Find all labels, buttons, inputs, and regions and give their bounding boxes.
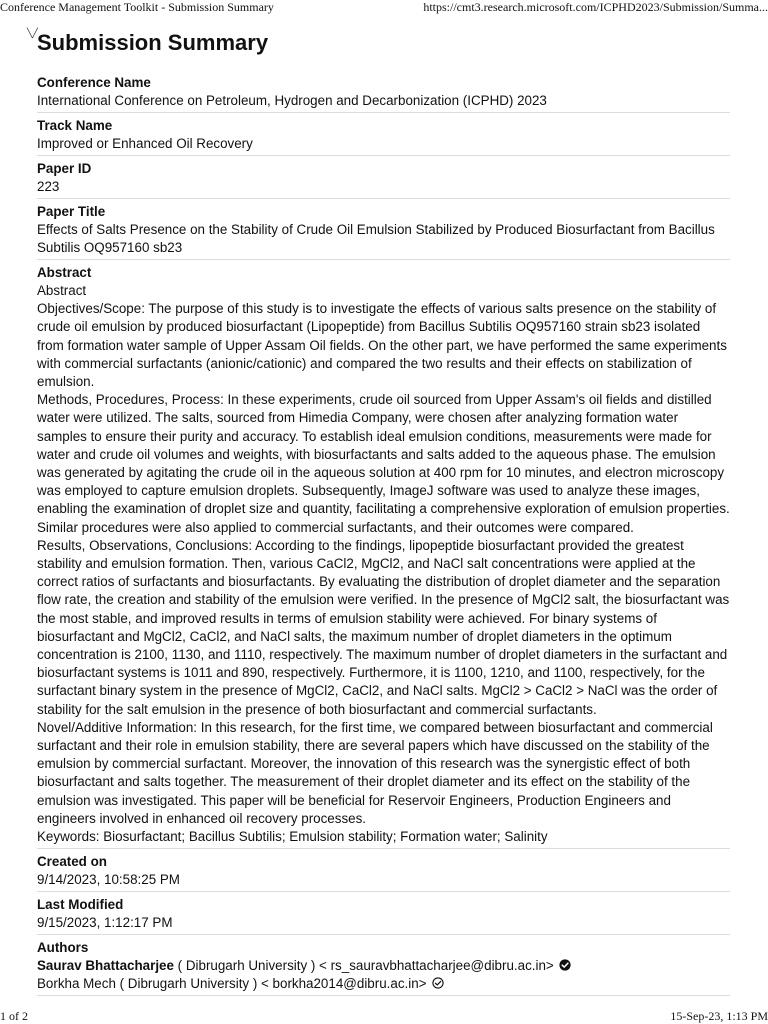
paper-title-section (37, 199, 730, 260)
author-name: Saurav Bhattacharjee (37, 958, 174, 974)
print-header-url: https://cmt3.research.microsoft.com/ICPHD2023/Submission/Summa... (423, 0, 768, 14)
track-name-section (37, 113, 730, 156)
paper-title-value: Effects of Salts Presence on the Stability of Crude Oil Emulsion Stabilized by Produced Biosurfactant from Bacillus Subtilis OQ957160 sb23 (37, 222, 715, 255)
author-item (37, 957, 730, 975)
abstract-results-paragraph: Results, Observations, Conclusions: According to the findings, lipopeptide biosurfactant provided the greatest stability and emulsion formation. Then, various CaCl2, MgCl2, and NaCl salt concentrations were applied at the correct ratios of surfactants and biosurfactants. By evaluating the distribution of droplet diameter and the separation flow rate, the creation and stability of the emulsion were verified. In the presence of MgCl2 salt, the biosurfactant was the most stable, and improved results in terms of emulsion stability were achieved. For binary systems of biosurfactant and MgCl2, CaCl2, and NaCl salts, the maximum number of droplet diameters in the optimum concentration is 2100, 1130, and 1110, respectively. The maximum number of droplet diameters in the surfactant and biosurfactant systems is 1011 and 890, respectively. Furthermore, it is 1100, 1210, and 1100, respectively, for the surfactant binary system in the presence of MgCl2, CaCl2, and NaCl salts. MgCl2 > CaCl2 > NaCl was the order of stability for the salt emulsion in the presence of both biosurfactant and commercial surfactants. (37, 537, 730, 717)
author-affiliation-email: ( Dibrugarh University ) < borkha2014@dibru.ac.in> (115, 976, 427, 992)
conference-name-value: International Conference on Petroleum, Hydrogen and Decarbonization (ICPHD) 2023 (37, 93, 547, 108)
abstract-section (37, 260, 730, 849)
created-on-section (37, 849, 730, 892)
conference-name-section (37, 70, 730, 113)
author-name: Borkha Mech (37, 976, 116, 992)
paper-id-label: Paper ID (37, 161, 92, 176)
created-on-label: Created on (37, 854, 107, 870)
authors-section (37, 935, 730, 996)
author-item (37, 975, 730, 993)
paper-title-label: Paper Title (37, 204, 106, 219)
abstract-label: Abstract (37, 265, 92, 280)
check-circle-filled-icon (559, 959, 571, 971)
author-affiliation-email: ( Dibrugarh University ) < rs_sauravbhattacharjee@dibru.ac.in> (173, 958, 554, 974)
print-footer (0, 1009, 768, 1024)
last-modified-label: Last Modified (37, 897, 124, 913)
abstract-keywords-paragraph: Keywords: Biosurfactant; Bacillus Subtilis; Emulsion stability; Formation water; Salinity (37, 829, 548, 845)
abstract-novel-paragraph: Novel/Additive Information: In this research, for the first time, we compared between biosurfactant and commercial surfactant and their role in emulsion stability, there are several papers which have discussed on the stability of the emulsion by commercial surfactant. Moreover, the innovation of this research was the synergistic effect of both biosurfactant and salts together. The measurement of their droplet diameter and its effect on the stability of the emulsion was investigated. This paper will be beneficial for Reservoir Engineers, Production Engineers and engineers involved in enhanced oil recovery processes. (37, 719, 713, 826)
abstract-objectives-paragraph: Objectives/Scope: The purpose of this study is to investigate the effects of various salts presence on the stability of crude oil emulsion by produced biosurfactant (Lipopeptide) from Bacillus Subtilis OQ957160 strain sb23 isolated from formation water sample of Upper Assam Oil fields. On the other part, we have performed the same experiments with commercial surfactants (anionic/cationic) and compared the two results and their effects on stabilization of emulsion. (37, 301, 727, 390)
paper-id-section (37, 156, 730, 199)
print-timestamp: 15-Sep-23, 1:13 PM (670, 1009, 768, 1023)
print-header (0, 0, 768, 16)
track-name-label: Track Name (37, 118, 113, 133)
page-corner-icon: ╲╱ (27, 28, 38, 38)
submission-summary-page (27, 28, 730, 996)
page-indicator: 1 of 2 (0, 1009, 28, 1023)
last-modified-value: 9/15/2023, 1:12:17 PM (37, 915, 173, 931)
check-circle-outline-icon (432, 977, 444, 989)
abstract-heading-text: Abstract (37, 283, 87, 298)
abstract-methods-paragraph: Methods, Procedures, Process: In these experiments, crude oil sourced from Upper Assam's oil fields and distilled water were utilized. The salts, sourced from Himedia Company, were chosen after analyzing formation water samples to ensure their purity and accuracy. To establish ideal emulsion conditions, measurements were made for water and crude oil volumes and weights, with biosurfactants and salts added to the aqueous phase. The emulsion was generated by agitating the crude oil in the aqueous solution at 400 rpm for 10 minutes, and electron microscopy was employed to capture emulsion droplets. Subsequently, ImageJ software was used to analyze these images, enabling the examination of droplet size and quantity, facilitating a comprehensive exploration of emulsion properties. Similar procedures were also applied to commercial surfactants, and their outcomes were compared. (37, 392, 730, 535)
conference-name-label: Conference Name (37, 75, 151, 90)
created-on-value: 9/14/2023, 10:58:25 PM (37, 872, 180, 888)
track-name-value: Improved or Enhanced Oil Recovery (37, 136, 253, 151)
last-modified-section (37, 892, 730, 935)
authors-label: Authors (37, 940, 89, 956)
print-header-title: Conference Management Toolkit - Submission Summary (0, 0, 274, 14)
paper-id-value: 223 (37, 179, 60, 194)
page-title: Submission Summary (37, 30, 269, 55)
